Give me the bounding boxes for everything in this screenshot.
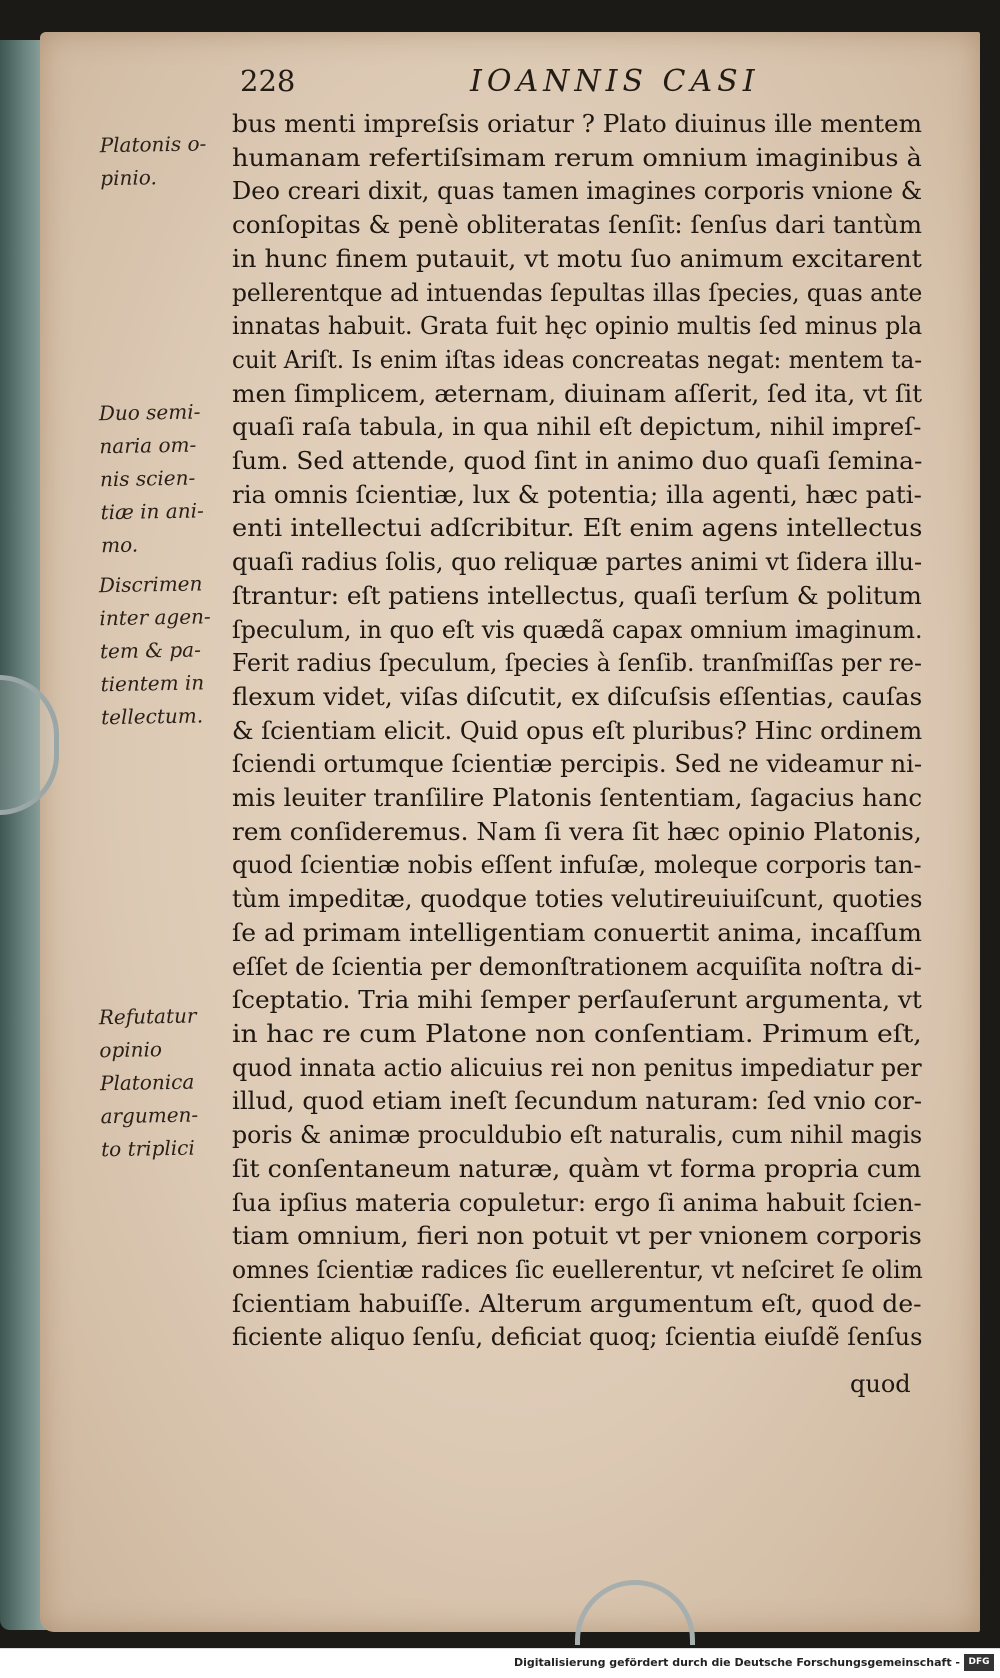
running-head (230, 64, 930, 108)
margin-note-line: naria om- (99, 432, 197, 459)
text-line: Ferit radius ſpeculum, ſpecies à ſenſib. tranſmiſſas per re- (232, 649, 922, 678)
body-text (232, 108, 932, 1355)
margin-note-line: Refutatur (98, 1003, 197, 1030)
text-line: quaſi radius ſolis, quo reliquæ partes animi vt ſidera illu- (232, 548, 923, 577)
text-line: ſua ipſius materia copuletur: ergo ſi anima habuit ſcien- (232, 1188, 922, 1217)
margin-note-line: mo. (100, 532, 139, 558)
text-line: in hac re cum Platone non conſentiam. Primum eſt, (232, 1019, 922, 1048)
margin-note-line: tiæ in ani- (100, 498, 204, 525)
text-line: bus menti impreſsis oriatur ? Plato diuinus ille mentem (232, 110, 922, 138)
text-line: tùm impeditæ, quodque toties velutireuiuiſcunt, quoties (232, 885, 923, 914)
margin-note (99, 567, 242, 734)
text-line: ſit conſentaneum naturæ, quàm vt forma propria cum (232, 1154, 922, 1183)
text-line: humanam refertiſsimam rerum omnium imaginibus à (232, 143, 922, 172)
text-line: ria omnis ſcientiæ, lux & potentia; illa agenti, hæc pati- (232, 480, 922, 509)
text-line: & ſcientiam elicit. Quid opus eſt pluribus? Hinc ordinem (232, 716, 923, 745)
margin-note-line: Discrimen (98, 571, 203, 598)
catchword: quod (850, 1370, 911, 1398)
text-line: ſpeculum, in quo eſt vis quædã capax omnium imaginum. (232, 615, 923, 644)
text-line: quaſi raſa tabula, in qua nihil eſt depictum, nihil impreſ- (232, 413, 922, 442)
footer-bar (0, 1648, 1000, 1678)
text-line: quod ſcientiæ nobis eſſent infuſæ, moleque corporis tan- (232, 851, 922, 880)
text-line: pellerentque ad intuendas ſepultas illas ſpecies, quas ante (232, 278, 923, 307)
margin-note-line: pinio. (100, 165, 158, 191)
text-line: eſſet de ſcientia per demonſtrationem acquiſita noſtra di- (232, 952, 922, 981)
text-line: conſopitas & penè obliteratas ſenſit: ſenſus dari tantùm (232, 211, 923, 240)
text-line: men ſimplicem, æternam, diuinam aſſerit, ſed ita, vt ſit (232, 379, 923, 408)
text-line: cuit Ariſt. Is enim iſtas ideas concreatas negat: mentem ta- (232, 345, 923, 374)
text-line: innatas habuit. Grata fuit hęc opinio multis ſed minus pla (232, 312, 923, 341)
text-line: illud, quod etiam ineſt ſecundum naturam: ſed vnio cor- (232, 1087, 923, 1116)
margin-note-line: tem & pa- (99, 637, 202, 664)
text-line: rem conſideremus. Nam ſi vera ſit hæc opinio Platonis, (232, 817, 922, 846)
margin-note-line: argumen- (100, 1102, 199, 1129)
margin-note-line: tientem in (100, 670, 205, 697)
margin-note-line: Platonis o- (99, 131, 207, 158)
text-line: in hunc finem putauit, vt motu ſuo animum excitarent (232, 244, 922, 273)
text-line: mis leuiter tranſilire Platonis ſententiam, ſagacius hanc (232, 784, 923, 813)
margin-note-line: to triplici (100, 1135, 195, 1162)
text-line: ſtrantur: eſt patiens intellectus, quaſi terſum & politum (232, 581, 922, 610)
text-line: ficiente aliquo ſenſu, deficiat quoq; ſcientia eiuſdẽ ſenſus (232, 1323, 923, 1352)
text-line: flexum videt, viſas diſcutit, ex diſcuſsis eſſentias, cauſas (232, 682, 923, 711)
text-line: enti intellectui adſcribitur. Eſt enim agens intellectus (232, 514, 923, 543)
text-line: tiam omnium, fieri non potuit vt per vnionem corporis (232, 1222, 922, 1251)
margin-note-line: Duo semi- (98, 399, 201, 426)
text-line: omnes ſcientiæ radices ſic euellerentur, vt neſciret ſe olim (232, 1255, 923, 1284)
text-line: ſceptatio. Tria mihi ſemper perſauſerunt argumenta, vt (232, 986, 922, 1015)
margin-note-line: opinio (99, 1037, 163, 1063)
dfg-logo-icon: DFG (964, 1654, 994, 1671)
text-line: ſe ad primam intelligentiam conuertit anima, incaſſum (232, 918, 922, 947)
text-line: poris & animæ proculdubio eſt naturalis, cum nihil magis (232, 1121, 923, 1150)
margin-note (99, 127, 240, 195)
funding-credit: Digitalisierung gefördert durch die Deutsche Forschungsgemeinschaft - (513, 1656, 960, 1669)
text-line: quod innata actio alicuius rei non penitus impediatur per (232, 1053, 922, 1082)
margin-note-line: inter agen- (99, 604, 211, 631)
text-line: ſum. Sed attende, quod ſint in animo duo quaſi ſemina- (232, 447, 923, 476)
margin-note (99, 999, 242, 1166)
page-number: 228 (240, 64, 296, 98)
margin-note (99, 395, 242, 562)
margin-note-line: tellectum. (100, 703, 204, 730)
running-title: IOANNIS CASI (470, 64, 760, 99)
margin-note-line: Platonica (99, 1069, 195, 1096)
text-line: Deo creari dixit, quas tamen imagines corporis vnione & (232, 177, 923, 206)
text-line: ſciendi ortumque ſcientiæ percipis. Sed ne videamur ni- (232, 750, 923, 779)
margin-note-line: nis scien- (99, 465, 196, 492)
text-line: ſcientiam habuiſſe. Alterum argumentum eſt, quod de- (232, 1289, 922, 1318)
